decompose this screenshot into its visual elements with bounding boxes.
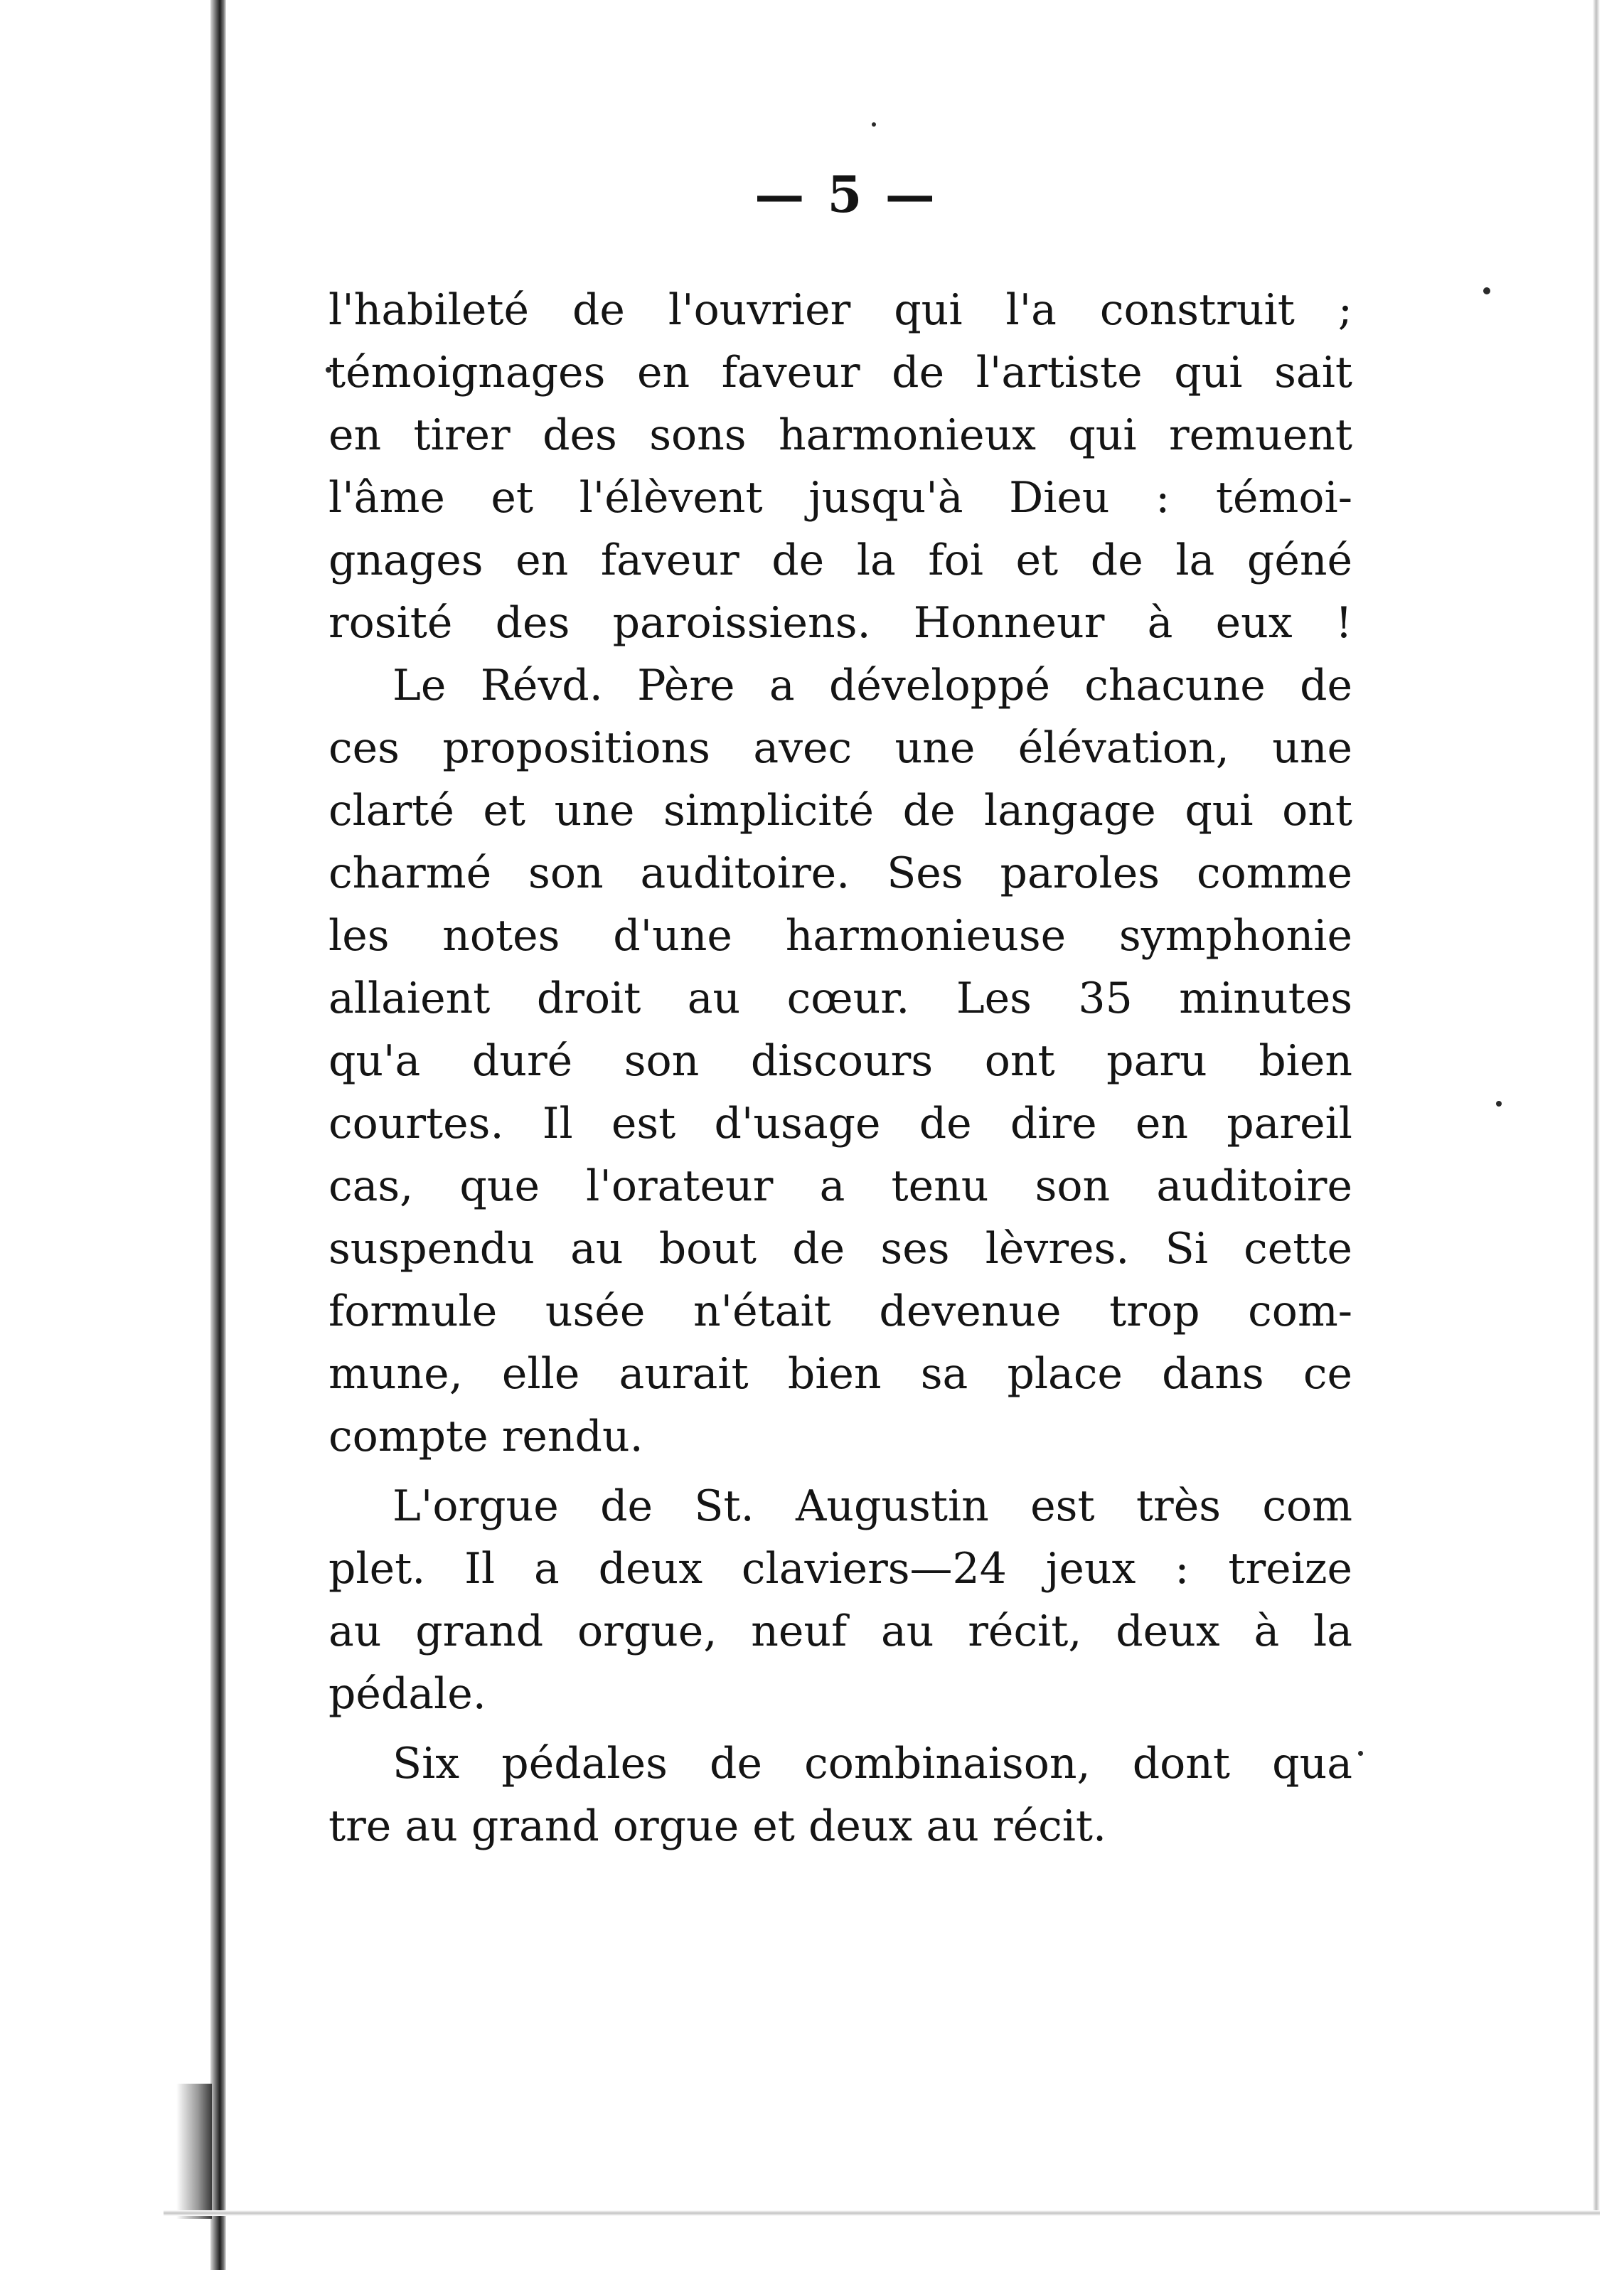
print-speck [1483,287,1490,294]
text-line: témoignages en faveur de l'artiste qui sait [328,348,1352,398]
text-line: l'âme et l'élèvent jusqu'à Dieu : témoi- [328,473,1352,523]
text-line: courtes. Il est d'usage de dire en pareil [328,1099,1352,1149]
paragraph [328,1732,1352,1858]
print-speck [1358,1751,1363,1756]
text-line: rosité des paroissiens. Honneur à eux ! [328,598,1352,648]
page-edge-right [1593,0,1600,2212]
facing-page [0,0,213,2270]
page-number: — 5 — [754,165,938,224]
text-line: mune, elle aurait bien sa place dans ce [328,1349,1352,1399]
text-line: compte rendu. [328,1412,643,1461]
text-line: formule usée n'était devenue trop com- [328,1286,1352,1336]
paragraph [328,654,1352,1468]
text-line: tre au grand orgue et deux au récit. [328,1801,1107,1851]
text-line: l'habileté de l'ouvrier qui l'a construit ; [328,285,1352,335]
print-speck [872,122,876,127]
text-line: plet. Il a deux claviers—24 jeux : treize [328,1544,1352,1594]
text-line: ces propositions avec une élévation, une [328,723,1352,773]
book-gutter-fold [176,2084,212,2219]
page-body [328,279,1352,1858]
text-line: Le Révd. Père a développé chacune de [392,661,1352,710]
book-gutter-shadow [210,0,226,2270]
text-line: Six pédales de combinaison, dont qua [392,1739,1352,1789]
text-line: clarté et une simplicité de langage qui ont [328,786,1352,836]
text-line: les notes d'une harmonieuse symphonie [328,911,1352,961]
paragraph [328,279,1352,654]
paragraph [328,1475,1352,1725]
text-line: pédale. [328,1669,486,1719]
text-line: suspendu au bout de ses lèvres. Si cette [328,1224,1352,1274]
print-speck [1496,1101,1502,1107]
text-line: en tirer des sons harmonieux qui remuent [328,410,1352,460]
text-line: allaient droit au cœur. Les 35 minutes [328,974,1352,1023]
text-line: charmé son auditoire. Ses paroles comme [328,848,1352,898]
text-line: gnages en faveur de la foi et de la géné [328,535,1352,585]
text-line: au grand orgue, neuf au récit, deux à la [328,1606,1352,1656]
text-line: cas, que l'orateur a tenu son auditoire [328,1161,1352,1211]
text-line: L'orgue de St. Augustin est très com [392,1481,1352,1531]
page-edge-bottom [164,2210,1600,2216]
text-line: qu'a duré son discours ont paru bien [328,1036,1352,1086]
